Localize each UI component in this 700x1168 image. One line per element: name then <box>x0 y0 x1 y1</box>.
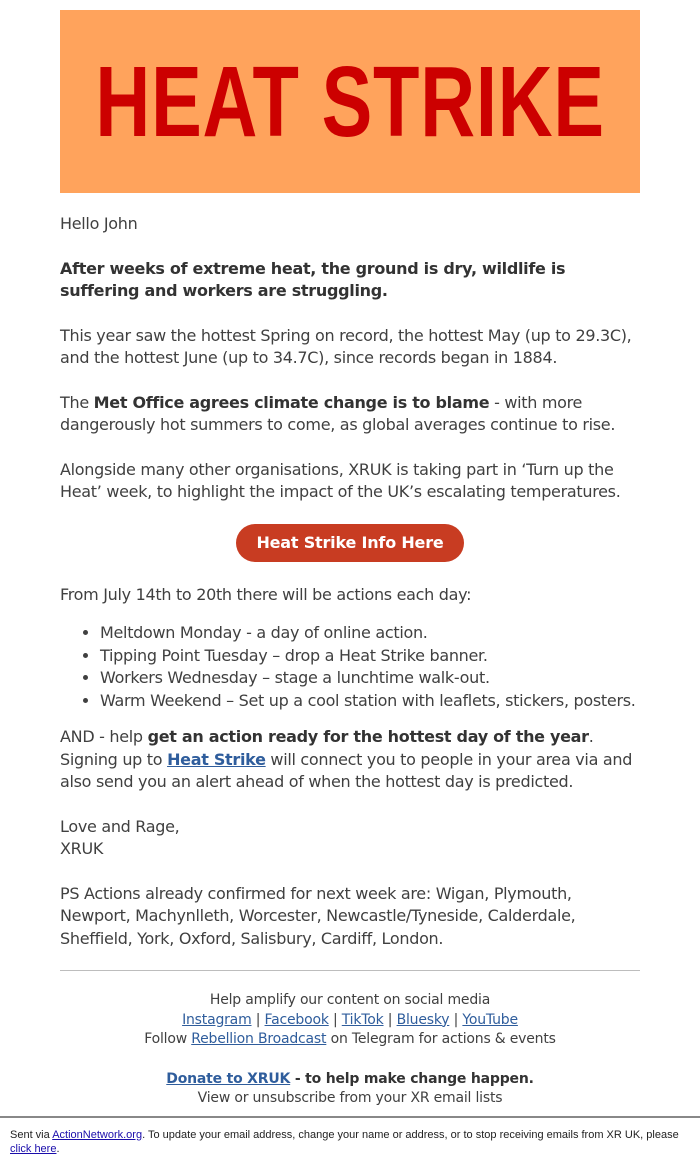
ps-paragraph: PS Actions already confirmed for next week are: Wigan, Plymouth, Newport, Machynlleth, Worcester, Newcastle/Tyneside, Calderdale, Sheffield, York, Oxford, Salisbury, Cardiff, London. <box>60 883 576 948</box>
list-item: • Tipping Point Tuesday – drop a Heat Strike banner. <box>100 645 640 668</box>
met-suffix: - with more dangerously hot summers to come, as global averages continue to rise. <box>60 392 616 434</box>
heat-strike-link[interactable]: Heat Strike <box>167 749 266 769</box>
heat-strike-info-button[interactable]: Heat Strike Info Here <box>236 524 463 562</box>
list-item: • Meltdown Monday - a day of online action. <box>100 622 640 645</box>
email-body <box>60 10 640 1109</box>
met-bold: Met Office agrees climate change is to blame <box>93 392 490 412</box>
hottest-day-paragraph <box>60 726 640 794</box>
signoff-line1: Love and Rage, <box>60 816 180 836</box>
signoff <box>60 816 640 861</box>
separator: | <box>383 1011 397 1028</box>
tiktok-link[interactable]: TikTok <box>341 1011 384 1028</box>
unsubscribe-text: View or unsubscribe from your XR email lists <box>197 1090 503 1106</box>
follow-line <box>60 1030 640 1050</box>
list-item: • Warm Weekend – Set up a cool station with leaflets, stickers, posters. <box>100 690 640 713</box>
youtube-link[interactable]: YouTube <box>462 1011 518 1028</box>
actionnetwork-link[interactable]: ActionNetwork.org <box>52 1129 143 1141</box>
rebellion-broadcast-link[interactable]: Rebellion Broadcast <box>191 1031 327 1047</box>
intro-bold: After weeks of extreme heat, the ground is dry, wildlife is suffering and workers are struggling. <box>60 258 566 300</box>
click-here-link[interactable]: click here <box>10 1143 57 1155</box>
xruk-paragraph: Alongside many other organisations, XRUK is taking part in ‘Turn up the Heat’ week, to highlight the impact of the UK’s escalating temperatures. <box>60 459 621 501</box>
facebook-link[interactable]: Facebook <box>264 1011 329 1028</box>
greeting: Hello John <box>60 214 138 233</box>
met-prefix: The <box>60 392 94 412</box>
sender-suffix: . <box>56 1143 60 1155</box>
sender-footer <box>0 1116 700 1168</box>
cta-row <box>60 524 640 562</box>
follow-prefix: Follow <box>144 1031 192 1047</box>
signoff-line2: XRUK <box>60 839 104 858</box>
and-prefix: AND - help <box>60 727 148 746</box>
separator: | <box>251 1011 265 1028</box>
instagram-link[interactable]: Instagram <box>182 1011 252 1028</box>
banner-title: HEAT STRIKE <box>95 45 605 158</box>
actions-list <box>60 622 640 712</box>
donate-suffix: - to help make change happen. <box>290 1070 534 1087</box>
follow-suffix: on Telegram for actions & events <box>326 1031 556 1047</box>
separator: | <box>449 1011 463 1028</box>
sent-via-prefix: Sent via <box>10 1129 53 1141</box>
separator: | <box>328 1011 342 1028</box>
amplify-text: Help amplify our content on social media <box>209 992 491 1008</box>
footer <box>60 991 640 1109</box>
sender-middle: . To update your email address, change your name or address, or to stop receiving emails from XR UK, please <box>142 1129 679 1141</box>
intro-paragraph <box>60 258 640 303</box>
donate-link[interactable]: Donate to XRUK <box>166 1070 291 1087</box>
met-office-paragraph <box>60 392 640 437</box>
and-bold: get an action ready for the hottest day of the year <box>147 727 589 746</box>
records-paragraph: This year saw the hottest Spring on record, the hottest May (up to 29.3C), and the hottest June (up to 34.7C), since records began in 1884. <box>60 325 632 367</box>
and-suffix: will connect you to people in your area via and also send you an alert ahead of when the hottest day is predicted. <box>60 749 633 791</box>
actions-intro: From July 14th to 20th there will be actions each day: <box>60 584 472 604</box>
social-links <box>60 1011 640 1031</box>
bluesky-link[interactable]: Bluesky <box>396 1011 450 1028</box>
donate-line <box>60 1070 640 1090</box>
list-item: • Workers Wednesday – stage a lunchtime walk-out. <box>100 667 640 690</box>
and-middle: . Signing up to <box>60 727 594 769</box>
divider <box>60 970 640 971</box>
heat-strike-banner <box>60 10 640 193</box>
